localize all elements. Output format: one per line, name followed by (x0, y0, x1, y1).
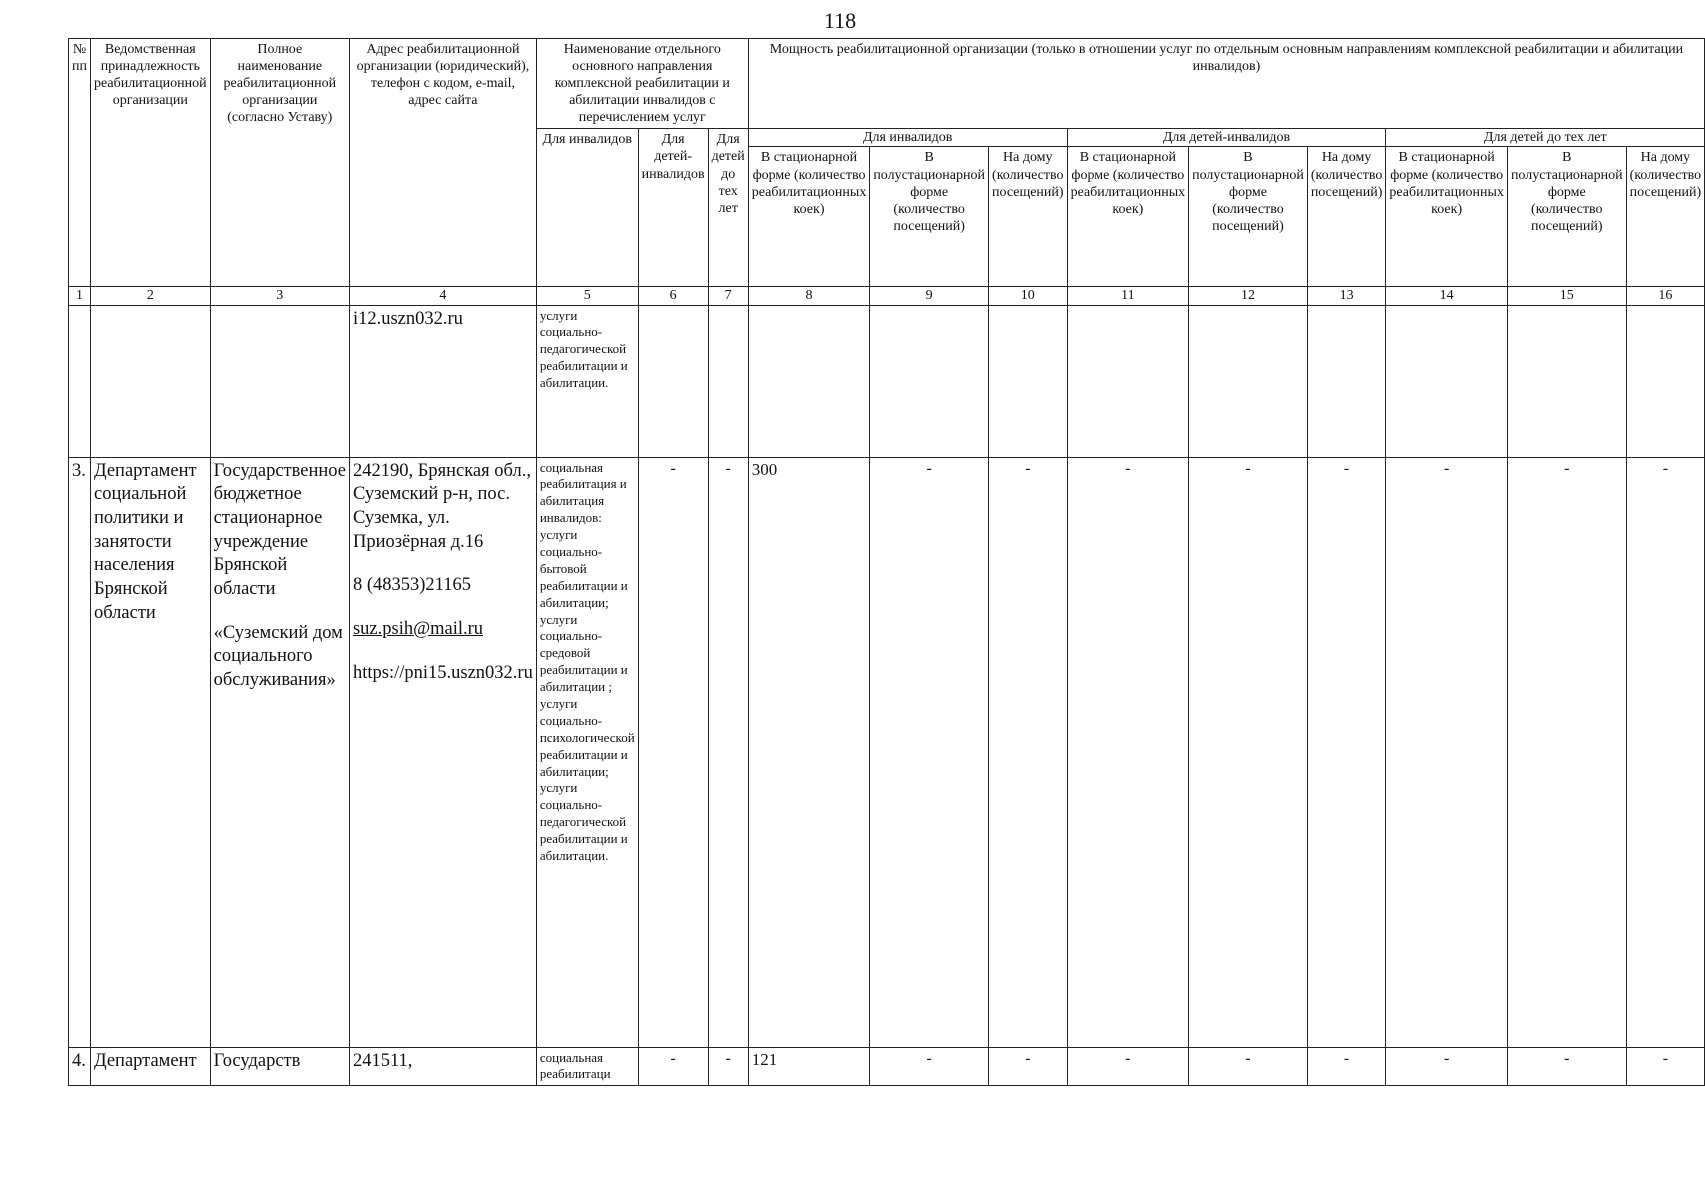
row-cell: - (1626, 457, 1705, 1047)
header-capacity-group: Мощность реабилитационной организации (только в отношении услуг по отдельным основным направлениям комплексной реабилитации и абилитации инвалидов) (748, 39, 1704, 129)
table-row (69, 457, 1705, 1047)
row-cell (1386, 305, 1508, 457)
column-number: 5 (536, 287, 638, 305)
row-cell: - (1386, 1047, 1508, 1086)
row-cell: - (1189, 457, 1308, 1047)
header-capacity-disabled-children: Для детей-инвалидов (1067, 129, 1386, 147)
row-department: Департамент социальной политики и занятости населения Брянской области (90, 457, 210, 1047)
column-number: 9 (870, 287, 989, 305)
row-cell (870, 305, 989, 457)
row-cell (989, 305, 1068, 457)
row-col7 (708, 305, 748, 457)
column-number: 15 (1507, 287, 1626, 305)
row-col8 (748, 305, 870, 457)
row-col8: 300 (748, 457, 870, 1047)
header-col-for-disabled-children: Для детей-инвалидов (638, 129, 708, 287)
header-at-home: На дому (количество посещений) (1626, 147, 1705, 287)
column-number: 16 (1626, 287, 1705, 305)
row-col8: 121 (748, 1047, 870, 1086)
column-number: 13 (1307, 287, 1386, 305)
header-semi-stationary: В полустационарной форме (количество посещений) (1507, 147, 1626, 287)
row-col6 (638, 305, 708, 457)
row-number: 3. (69, 457, 91, 1047)
row-cell: - (989, 457, 1068, 1047)
header-semi-stationary: В полустационарной форме (количество посещений) (870, 147, 989, 287)
row-cell: - (989, 1047, 1068, 1086)
row-cell (1307, 305, 1386, 457)
column-number: 6 (638, 287, 708, 305)
column-number: 7 (708, 287, 748, 305)
column-number: 14 (1386, 287, 1508, 305)
header-stationary: В стационарной форме (количество реабилитационных коек) (1067, 147, 1189, 287)
header-stationary: В стационарной форме (количество реабилитационных коек) (1386, 147, 1508, 287)
rehabilitation-organizations-table (68, 38, 1705, 1086)
row-cell: - (1386, 457, 1508, 1047)
header-at-home: На дому (количество посещений) (1307, 147, 1386, 287)
row-cell: - (1626, 1047, 1705, 1086)
row-full-name (210, 457, 349, 1047)
row-cell (1067, 305, 1189, 457)
header-col-address: Адрес реабилитационной организации (юридический), телефон с кодом, e-mail, адрес сайта (349, 39, 536, 287)
row-site-link[interactable]: https://pni15.uszn032.ru (352, 662, 533, 683)
column-number: 1 (69, 287, 91, 305)
header-col-department: Ведомственная принадлежность реабилитационной организации (90, 39, 210, 287)
row-cell: - (1067, 1047, 1189, 1086)
column-number: 12 (1189, 287, 1308, 305)
row-address: 241511, (349, 1047, 536, 1086)
row-cell: - (1307, 1047, 1386, 1086)
row-phone: 8 (48353)21165 (352, 575, 471, 596)
row-cell: - (870, 1047, 989, 1086)
column-number: 10 (989, 287, 1068, 305)
row-cell: - (1307, 457, 1386, 1047)
column-number: 3 (210, 287, 349, 305)
row-cell: - (1507, 1047, 1626, 1086)
row-number (69, 305, 91, 457)
row-cell (1626, 305, 1705, 457)
row-address: i12.uszn032.ru (349, 305, 536, 457)
table-row (69, 305, 1705, 457)
row-address (349, 457, 536, 1047)
header-capacity-children-under-three: Для детей до тех лет (1386, 129, 1705, 147)
row-col7: - (708, 457, 748, 1047)
header-at-home: На дому (количество посещений) (989, 147, 1068, 287)
header-stationary: В стационарной форме (количество реабилитационных коек) (748, 147, 870, 287)
row-col6: - (638, 1047, 708, 1086)
row-cell (1507, 305, 1626, 457)
row-col7: - (708, 1047, 748, 1086)
row-cell: - (1067, 457, 1189, 1047)
header-col-full-name: Полное наименование реабилитационной организации (согласно Уставу) (210, 39, 349, 287)
row-number: 4. (69, 1047, 91, 1086)
header-col-for-children-under-three: Для детей до тех лет (708, 129, 748, 287)
row-cell: - (870, 457, 989, 1047)
row-email-link[interactable]: suz.psih@mail.ru (352, 618, 484, 639)
header-col-number: № пп (69, 39, 91, 287)
row-full-name-line1: Государственное бюджетное стационарное учреждение Брянской области (213, 460, 346, 599)
row-cell: - (1189, 1047, 1308, 1086)
row-services: социальная реабилитация и абилитация инвалидов: услуги социально-бытовой реабилитации и абилитации; услуги социально-средовой реабилитации и абилитации ; услуги социально-психологической реабилитации и абилитации; услуги социально-педагогической реабилитации и абилитации. (536, 457, 638, 1047)
row-services: услуги социально-педагогической реабилитации и абилитации. (536, 305, 638, 457)
row-services: социальная реабилитаци (536, 1047, 638, 1086)
row-cell (1189, 305, 1308, 457)
column-numbers-row (69, 287, 1705, 305)
row-col6: - (638, 457, 708, 1047)
row-department (90, 305, 210, 457)
table-row (69, 1047, 1705, 1086)
column-number: 8 (748, 287, 870, 305)
header-capacity-disabled: Для инвалидов (748, 129, 1067, 147)
header-col-for-disabled: Для инвалидов (536, 129, 638, 287)
column-number: 2 (90, 287, 210, 305)
row-full-name-line2: «Суземский дом социального обслуживания» (213, 622, 343, 690)
row-address-postal: 242190, Брянская обл., Суземский р-н, пос. Суземка, ул. Приозёрная д.16 (352, 460, 531, 552)
page-number: 118 (823, 8, 857, 33)
header-direction-group: Наименование отдельного основного направления комплексной реабилитации и абилитации инвалидов с перечислением услуг (536, 39, 748, 129)
column-number: 11 (1067, 287, 1189, 305)
row-full-name (210, 305, 349, 457)
row-cell: - (1507, 457, 1626, 1047)
row-full-name: Государств (210, 1047, 349, 1086)
header-semi-stationary: В полустационарной форме (количество посещений) (1189, 147, 1308, 287)
row-department: Департамент (90, 1047, 210, 1086)
column-number: 4 (349, 287, 536, 305)
